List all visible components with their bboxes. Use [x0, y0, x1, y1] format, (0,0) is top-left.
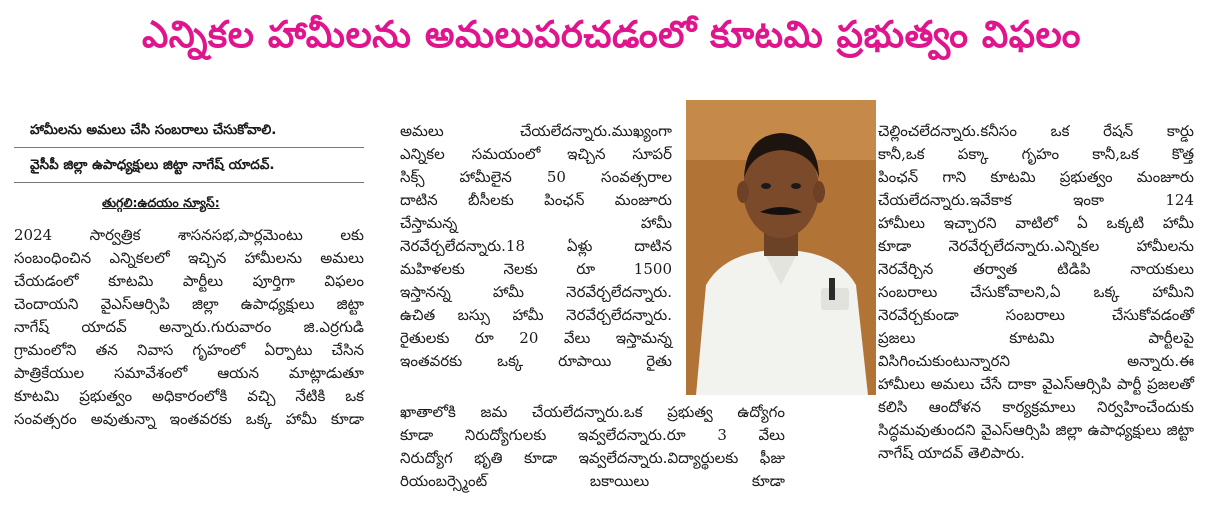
text-line: ఖాతాలోకి జమ చేయలేదన్నారు.ఒక ప్రభుత్వ ఉద్యోగం [400, 403, 785, 421]
column-2-body-wide [400, 401, 785, 493]
text-line: చెల్లించలేదన్నారు.కనీసం ఒక రేషన్ కార్డు [878, 122, 1194, 140]
text-line: సిద్ధమవుతుందని వైఎస్ఆర్సిపి జిల్లా ఉపాధ్యక్షులు జిట్టా [878, 421, 1194, 439]
text-line: సంబంధించిన ఎన్నికలలో ఇచ్చిన హామీలను అమలు [14, 249, 364, 267]
text-line: సంబరాలు చేసుకోవాలని,ఏ ఒక్క హామీని [878, 283, 1194, 301]
text-line: చేస్తామన్న హామీ [400, 214, 672, 232]
text-line: దాటిన బీసీలకు పింఛన్ మంజూరు [400, 191, 672, 209]
text-line: కూడా నిరుద్యోగులకు ఇవ్వలేదన్నారు.రూ 3 వేలు [400, 426, 785, 444]
column-1 [14, 113, 364, 431]
subheading-rule [14, 182, 364, 183]
text-line: పాత్రికేయుల సమావేశంలో ఆయన మాట్లాడుతూ [14, 364, 364, 382]
text-line: నెరవేర్చిన తర్వాత టిడిపి నాయకులు [878, 260, 1194, 278]
text-line: ఎన్నికల సమయంలో ఇచ్చిన సూపర్ [400, 145, 672, 163]
text-line: కూడా నెరవేర్చలేదన్నారు.ఎన్నికల హామీలను [878, 237, 1194, 255]
text-line: ఇస్తానన్న హామీ నెరవేర్చలేదన్నారు. [400, 283, 672, 301]
text-line: ఇంతవరకు ఒక్క రూపాయి రైతు [400, 352, 672, 370]
text-line: ప్రజలు కూటమి పార్టీలపై [878, 329, 1194, 347]
text-line: హామీలు ఇచ్చారని వాటిలో ఏ ఒక్కటి హామీ [878, 214, 1194, 232]
headline: ఎన్నికల హామీలను అమలుపరచడంలో కూటమి ప్రభుత్వం విఫలం [142, 13, 1081, 56]
text-line: చేయడంలో కూటమి పార్టీలు పూర్తిగా విఫలం [14, 272, 364, 290]
portrait-photo [686, 100, 876, 395]
text-line: రియంబర్స్మెంట్ బకాయిలు కూడా [400, 472, 785, 490]
text-line: ఉచిత బస్సు హామీ నెరవేర్చలేదన్నారు. [400, 306, 672, 324]
text-line: రైతులకు రూ 20 వేలు ఇస్తామన్న [400, 329, 672, 347]
text-line: విసిగించుకుంటున్నారని అన్నారు.ఈ [878, 352, 1194, 370]
subheading-2: వైసీపీ జిల్లా ఉపాధ్యక్షులు జిట్టా నాగేష్ యాదవ్. [30, 157, 275, 173]
subheading-1: హామీలను అమలు చేసి సంబరాలు చేసుకోవాలి. [30, 122, 277, 138]
portrait-illustration [686, 100, 876, 395]
text-line: నెరవేర్చలేదన్నారు.18 ఏళ్లు దాటిన [400, 237, 672, 255]
text-line: చెందాయని వైఎస్ఆర్సిపి జిల్లా ఉపాధ్యక్షులు జిట్టా [14, 295, 364, 313]
text-line: హామీలు అమలు చేసే దాకా వైఎస్ఆర్సిపి పార్టీ ప్రజలతో [878, 375, 1194, 393]
text-line: నెరవేర్చకుండా సంబరాలు చేసుకోవడంతో [878, 306, 1194, 324]
text-line: సిక్స్ హామీలైన 50 సంవత్సరాల [400, 168, 672, 186]
text-line: గ్రామంలోని తన నివాస గృహంలో ఏర్పాటు చేసిన [14, 341, 364, 359]
text-line: అమలు చేయలేదన్నారు.ముఖ్యంగా [400, 122, 672, 140]
text-line: 2024 సార్వత్రిక శాసనసభ,పార్లమెంటు లకు [14, 226, 364, 244]
column-2-body [400, 120, 672, 373]
text-line: కూటమి ప్రభుత్వం అధికారంలోకి వచ్చి నేటికి ఒక [14, 387, 364, 405]
column-3-body [878, 120, 1194, 465]
text-line: నిరుద్యోగ భృతి కూడా ఇవ్వలేదన్నారు.విద్యార్థులకు ఫీజు [400, 449, 785, 467]
text-line: కలిసి ఆందోళన కార్యక్రమాలు నిర్వహించేందుకు [878, 398, 1194, 416]
dateline: తుగ్గలి:ఉదయం న్యూస్: [102, 195, 220, 210]
text-line: నాగేష్ యాదవ్ తెలిపారు. [878, 444, 1025, 462]
column-1-body [14, 224, 364, 431]
text-line: చేయలేదన్నారు.ఇవేకాక ఇంకా 124 [878, 191, 1194, 209]
text-line: కానీ,ఒక పక్కా గృహం కానీ,ఒక కొత్త [878, 145, 1194, 163]
text-line: మహిళలకు నెలకు రూ 1500 [400, 260, 672, 278]
text-line: సంవత్సరం అవుతున్నా ఇంతవరకు ఒక్క హామీ కూడా [14, 410, 364, 428]
text-line: పింఛన్ గాని కూటమి ప్రభుత్వం మంజూరు [878, 168, 1194, 186]
text-line: నాగేష్ యాదవ్ అన్నారు.గురువారం జి.ఎర్రగుడి [14, 318, 364, 336]
